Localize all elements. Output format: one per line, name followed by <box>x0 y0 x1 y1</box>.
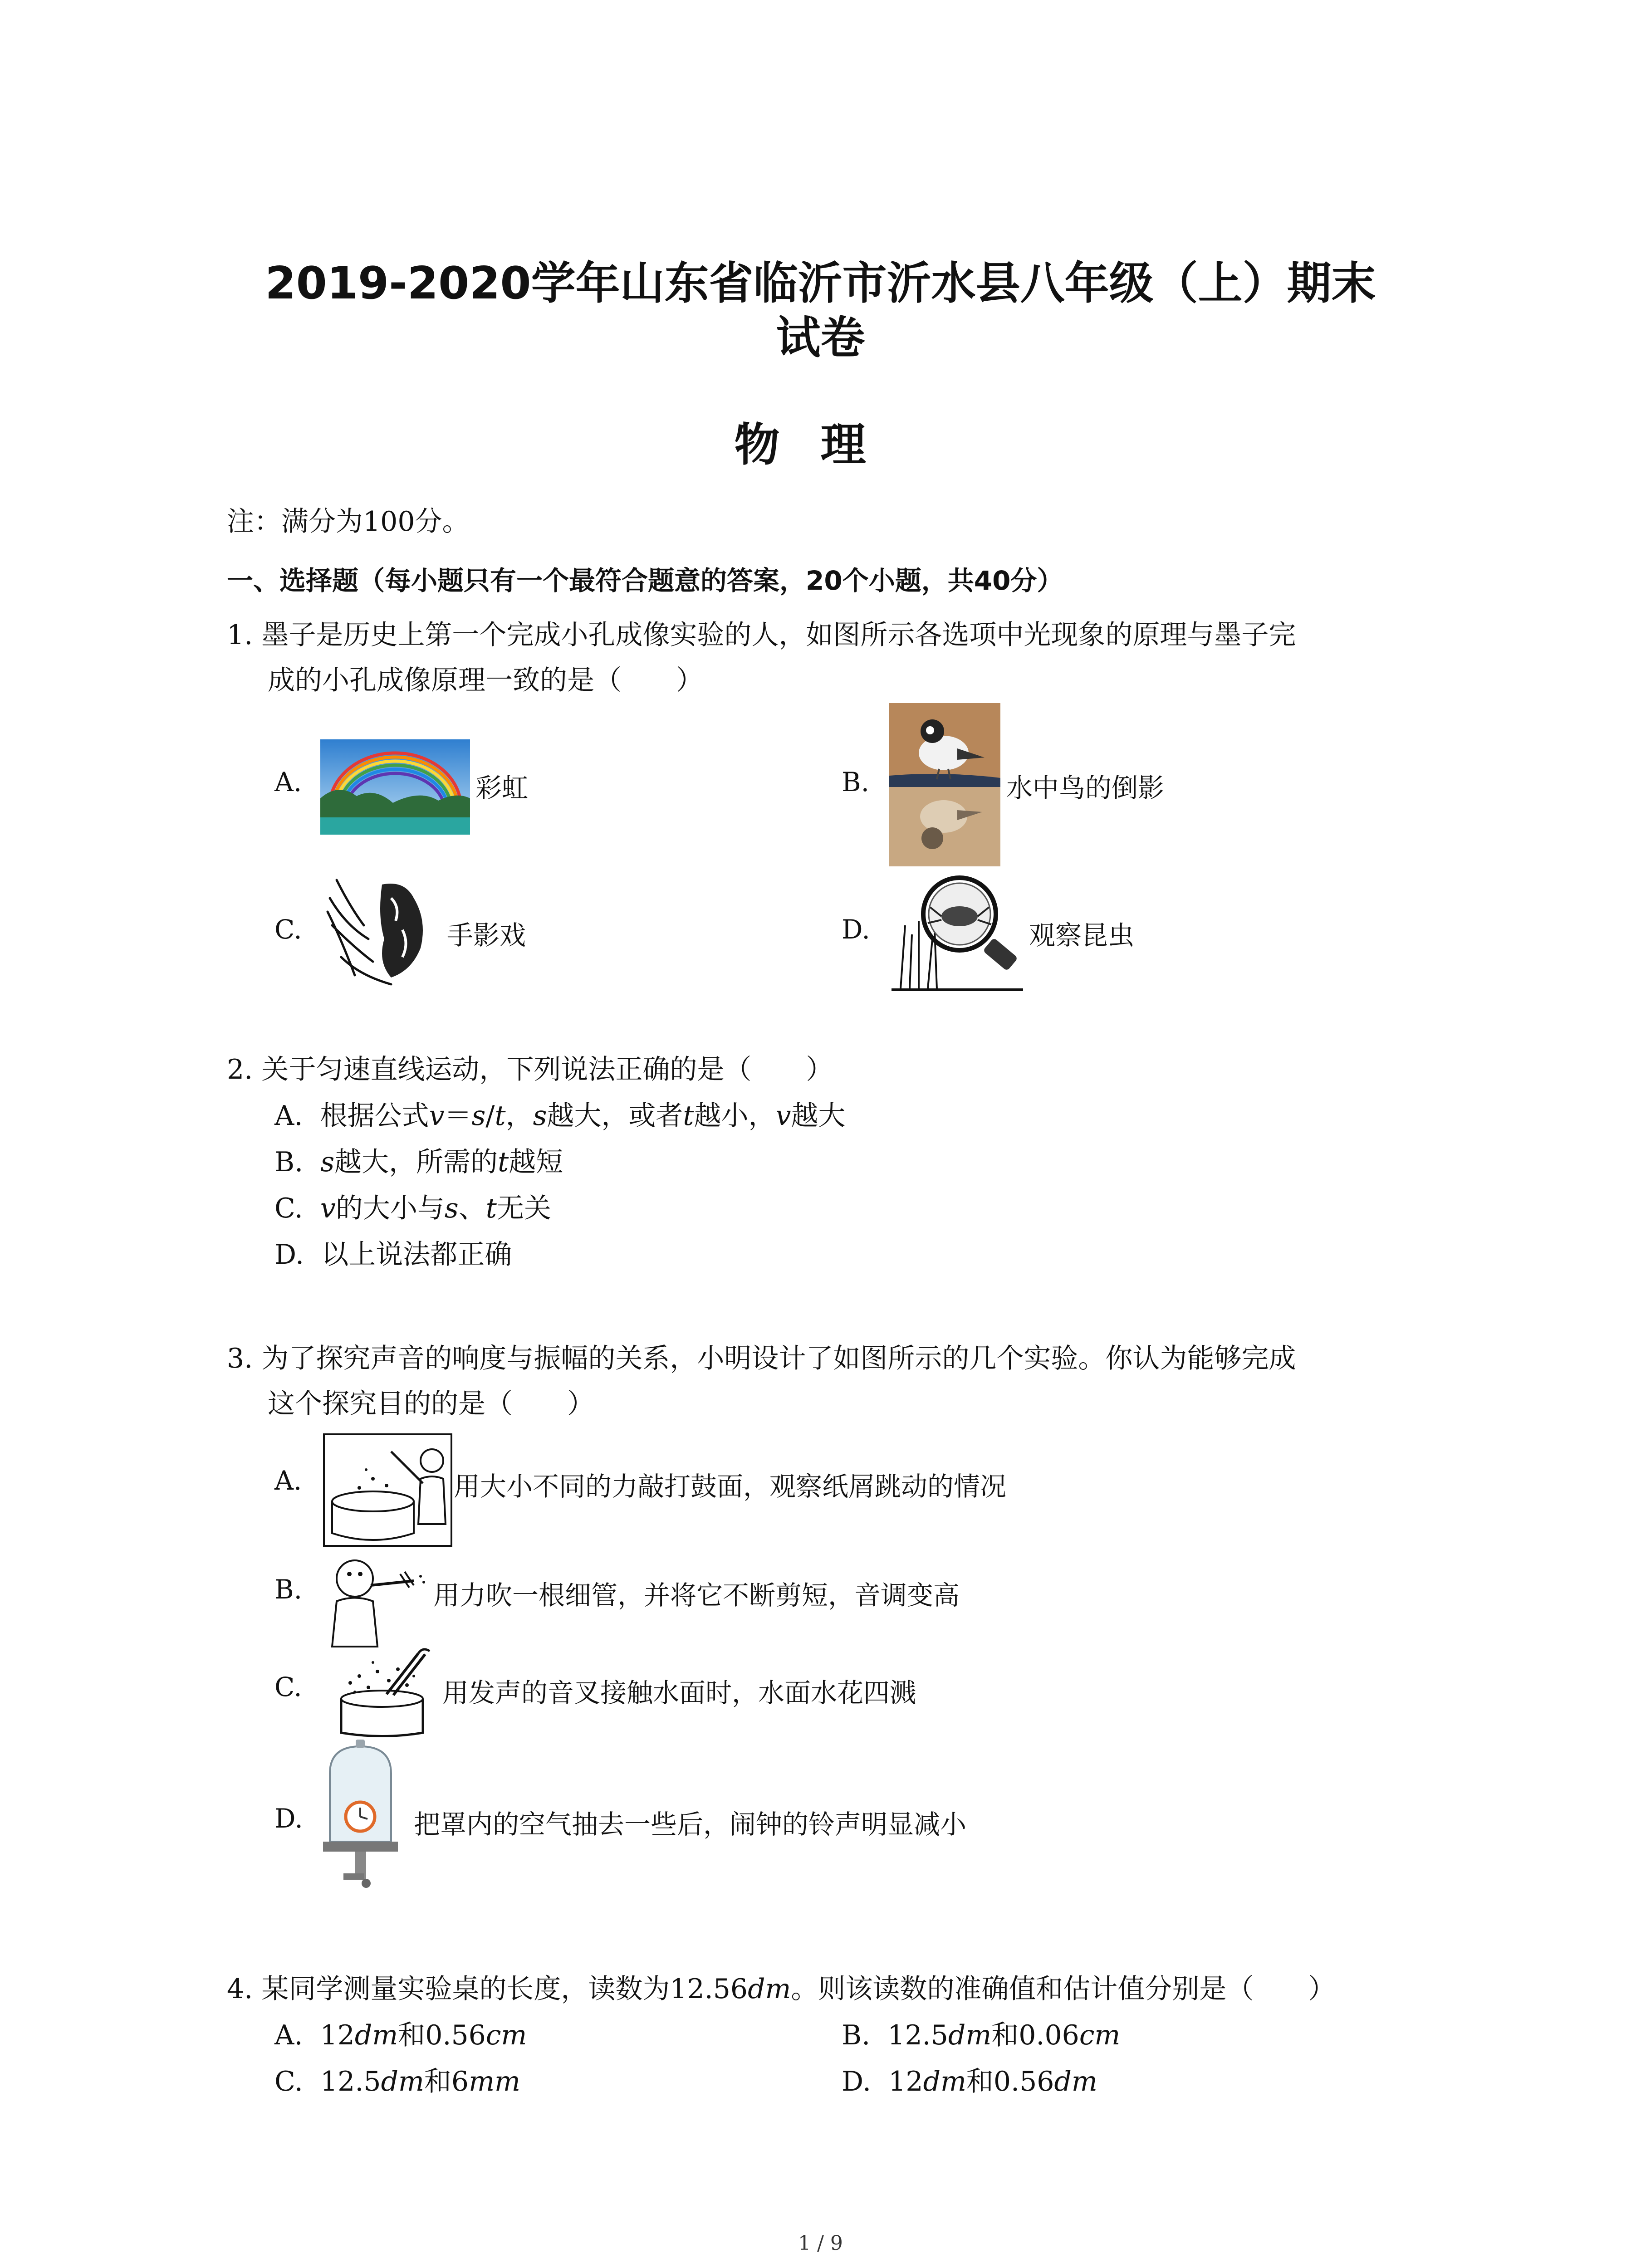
q4-option-c-n1: 12.5 <box>320 2066 381 2097</box>
q2-option-a-end: 越大 <box>791 1100 846 1132</box>
q4-option-d-and: 和 <box>966 2066 994 2097</box>
score-note: 注：满分为100分。 <box>227 506 470 538</box>
q2-option-a-eq: ＝ <box>444 1100 472 1132</box>
question-4-line1 <box>227 1971 1335 2007</box>
q1-option-d-text: 观察昆虫 <box>1029 920 1135 951</box>
q3-option-d-text: 把罩内的空气抽去一些后，闹钟的铃声明显减小 <box>414 1809 967 1840</box>
q4-line1-post: 。则该读数的准确值和估计值分别是（ ） <box>791 1973 1336 2005</box>
bird-reflection-photo <box>889 703 1000 866</box>
q4-option-a <box>274 2017 527 2053</box>
question-1-line2: 成的小孔成像原理一致的是（ ） <box>268 665 703 696</box>
q2-option-c-sep: 、 <box>458 1193 486 1224</box>
q4-option-c-letter: C. <box>274 2066 303 2097</box>
q2-option-d-text: 以上说法都正确 <box>321 1239 512 1271</box>
question-2-line1: 2. 关于匀速直线运动，下列说法正确的是（ ） <box>227 1054 833 1085</box>
q3-option-c-letter: C. <box>274 1672 302 1702</box>
q3-option-a-text: 用大小不同的力敲打鼓面，观察纸屑跳动的情况 <box>454 1471 1007 1502</box>
q2-option-b-end: 越短 <box>509 1146 563 1178</box>
q2-option-c-s: s <box>444 1193 459 1224</box>
q4-option-d-n1: 12 <box>888 2066 923 2097</box>
q4-option-c-u1: dm <box>381 2066 424 2097</box>
q4-option-a-letter: A. <box>274 2019 303 2051</box>
q4-option-b-u2: cm <box>1079 2019 1121 2051</box>
q1-option-b-letter: B. <box>842 767 870 797</box>
q2-option-b-s: s <box>320 1146 335 1178</box>
q4-line1-pre: 4. 某同学测量实验桌的长度，读数为12.56 <box>227 1973 748 2005</box>
q3-option-d-letter: D. <box>274 1803 303 1834</box>
q4-option-a-u2: cm <box>485 2019 527 2051</box>
q2-option-a-mid1: ， <box>505 1100 533 1132</box>
drum-experiment <box>323 1433 452 1547</box>
q4-option-b-u1: dm <box>948 2019 992 2051</box>
q4-option-a-n2: 0.56 <box>425 2019 486 2051</box>
q4-option-b-n1: 12.5 <box>887 2019 948 2051</box>
q2-option-c-v: v <box>320 1193 336 1224</box>
q2-option-a-mid2: 越大，或者 <box>547 1100 683 1132</box>
q4-line1-unit: dm <box>748 1973 791 2005</box>
q1-option-a-letter: A. <box>274 767 302 797</box>
question-3-line2: 这个探究目的的是（ ） <box>268 1388 594 1420</box>
q2-option-a-s1: s <box>471 1100 486 1132</box>
q2-option-b-t: t <box>498 1146 509 1178</box>
q2-option-c <box>274 1190 551 1227</box>
q2-option-a <box>274 1098 845 1134</box>
q4-option-d <box>842 2063 1097 2100</box>
q4-option-b-n2: 0.06 <box>1019 2019 1079 2051</box>
question-1-line1: 1. 墨子是历史上第一个完成小孔成像实验的人，如图所示各选项中光现象的原理与墨子完 <box>227 619 1296 651</box>
q3-option-b-letter: B. <box>274 1574 303 1605</box>
rainbow-photo <box>320 739 470 835</box>
question-3-line1: 3. 为了探究声音的响度与振幅的关系，小明设计了如图所示的几个实验。你认为能够完成 <box>227 1343 1296 1374</box>
q1-option-d-letter: D. <box>842 914 870 945</box>
magnifier-insect-drawing <box>892 871 1023 993</box>
q2-option-a-pre: 根据公式 <box>320 1100 429 1132</box>
q4-option-b-letter: B. <box>842 2019 871 2051</box>
q2-option-a-mid3: 越小， <box>694 1100 776 1132</box>
q4-option-d-n2: 0.56 <box>993 2066 1054 2097</box>
q2-option-a-v1: v <box>429 1100 445 1132</box>
q2-option-a-t1: t <box>495 1100 506 1132</box>
q2-option-d-letter: D. <box>274 1239 304 1271</box>
q2-option-a-s2: s <box>533 1100 547 1132</box>
subject-title: 物理 <box>734 418 907 471</box>
q4-option-a-u1: dm <box>354 2019 398 2051</box>
q2-option-b-mid: 越大，所需的 <box>334 1146 498 1178</box>
blow-tube-experiment <box>323 1551 430 1649</box>
q4-option-c-u2: mm <box>469 2066 520 2097</box>
q2-option-b <box>274 1144 563 1180</box>
q2-option-c-t: t <box>485 1193 497 1224</box>
q2-option-b-letter: B. <box>274 1146 304 1178</box>
q3-option-b-text: 用力吹一根细管，并将它不断剪短，音调变高 <box>433 1580 960 1611</box>
tuning-fork-water <box>323 1644 441 1737</box>
q2-option-a-v2: v <box>775 1100 791 1132</box>
q2-option-a-slash: / <box>485 1100 495 1132</box>
q4-option-d-letter: D. <box>842 2066 872 2097</box>
bell-jar-clock <box>323 1737 398 1892</box>
q4-option-b <box>842 2017 1120 2053</box>
hand-shadow-drawing <box>323 871 439 991</box>
exam-title-line2: 试卷 <box>776 312 865 364</box>
page-number: 1 / 9 <box>798 2232 843 2255</box>
q1-option-c-letter: C. <box>274 914 302 945</box>
q4-option-d-u2: dm <box>1054 2066 1097 2097</box>
q4-option-d-u1: dm <box>923 2066 966 2097</box>
q2-option-a-t2: t <box>683 1100 694 1132</box>
q1-option-c-text: 手影戏 <box>447 920 526 951</box>
q3-option-c-text: 用发声的音叉接触水面时，水面水花四溅 <box>442 1677 916 1708</box>
q2-option-c-end: 无关 <box>496 1193 551 1224</box>
q2-option-a-letter: A. <box>274 1100 303 1132</box>
q4-option-c-n2: 6 <box>451 2066 469 2097</box>
q1-option-b-text: 水中鸟的倒影 <box>1006 772 1165 803</box>
q4-option-c-and: 和 <box>424 2066 451 2097</box>
q4-option-a-n1: 12 <box>320 2019 355 2051</box>
q4-option-b-and: 和 <box>991 2019 1019 2051</box>
q2-option-c-letter: C. <box>274 1193 303 1224</box>
q4-option-a-and: 和 <box>398 2019 426 2051</box>
q4-option-c <box>274 2063 520 2100</box>
exam-title-line1: 2019-2020学年山东省临沂市沂水县八年级（上）期末 <box>265 258 1376 309</box>
section-heading: 一、选择题（每小题只有一个最符合题意的答案，20个小题，共40分） <box>227 565 1063 596</box>
q3-option-a-letter: A. <box>274 1465 302 1496</box>
q1-option-a-text: 彩虹 <box>475 772 529 803</box>
q2-option-d <box>274 1237 512 1273</box>
q2-option-c-mid: 的大小与 <box>335 1193 445 1224</box>
